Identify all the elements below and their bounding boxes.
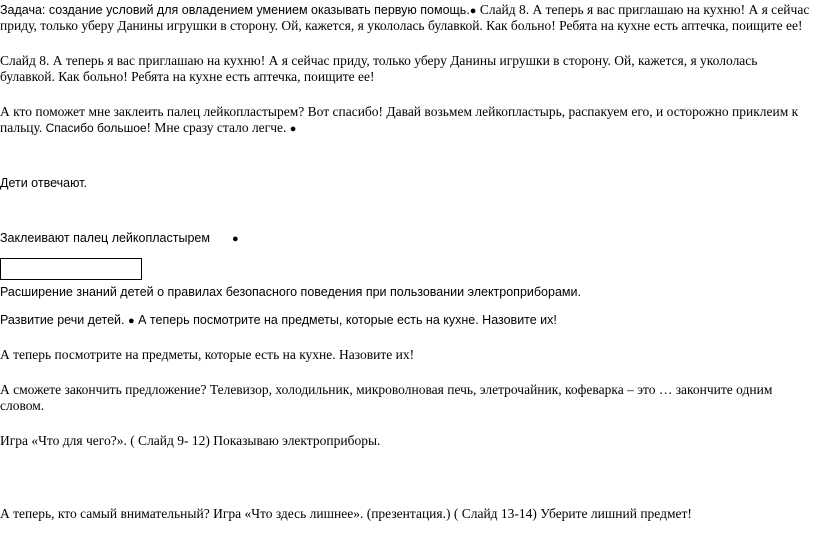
- plaster-paragraph-line-2: [0, 120, 296, 137]
- slide-8-intro: Слайд 8. А теперь я вас приглашаю на кухню! А я сейчас: [476, 2, 810, 17]
- finish-sentence-line-2: словом.: [0, 398, 45, 413]
- slide-8-paragraph-line-1: Слайд 8. А теперь я вас приглашаю на кухню! А я сейчас приду, только уберу Данины игрушки в сторону. Ой, кажется, я укололась: [0, 53, 758, 68]
- plaster-action: [0, 230, 239, 247]
- finish-sentence-line-1: А сможете закончить предложение? Телевизор, холодильник, микроволновая печь, элетрочайник, кофеварка – это … закончите одним: [0, 382, 773, 397]
- bullet-icon: ●: [289, 123, 297, 135]
- look-items-text: А теперь посмотрите на предметы, которые есть на кухне. Назовите их!: [134, 313, 557, 327]
- slide-8-paragraph-line-2: булавкой. Как больно! Ребята на кухне есть аптечка, поищите ее!: [0, 69, 375, 84]
- task-line: [0, 2, 809, 19]
- task-text: Задача: создание условий для овладением умением оказывать первую помощь.: [0, 3, 470, 17]
- bullet-icon: ●: [469, 5, 477, 17]
- game-odd-one-out: А теперь, кто самый внимательный? Игра «Что здесь лишнее». (презентация.) ( Слайд 13-14) Уберите лишний предмет!: [0, 506, 692, 521]
- plaster-action-text: Заклеивают палец лейкопластырем: [0, 231, 210, 245]
- game-what-for: Игра «Что для чего?». ( Слайд 9- 12) Показываю электроприборы.: [0, 433, 381, 448]
- expansion-goal: Расширение знаний детей о правилах безопасного поведения при пользовании электроприборами.: [0, 285, 581, 299]
- slide-8-continued: приду, только уберу Данины игрушки в сторону. Ой, кажется, я укололась булавкой. Как больно! Ребята на кухне есть аптечка, поищите ее!: [0, 18, 803, 33]
- bullet-icon: ●: [231, 233, 239, 245]
- empty-box: [0, 258, 142, 280]
- speech-text: Развитие речи детей.: [0, 313, 128, 327]
- plaster-text-c: ! Мне сразу стало легче.: [146, 120, 290, 135]
- plaster-paragraph-line-1: А кто поможет мне заклеить палец лейкопластырем? Вот спасибо! Давай возьмем лейкопластырь, распакуем его, и осторожно приклеим к: [0, 104, 799, 119]
- bullet-icon: ●: [127, 315, 135, 327]
- children-answer: Дети отвечают.: [0, 176, 87, 190]
- plaster-text-a: пальцу.: [0, 120, 46, 135]
- look-items: А теперь посмотрите на предметы, которые есть на кухне. Назовите их!: [0, 347, 415, 362]
- thanks-text: Спасибо большое: [45, 121, 147, 135]
- speech-development: [0, 312, 557, 329]
